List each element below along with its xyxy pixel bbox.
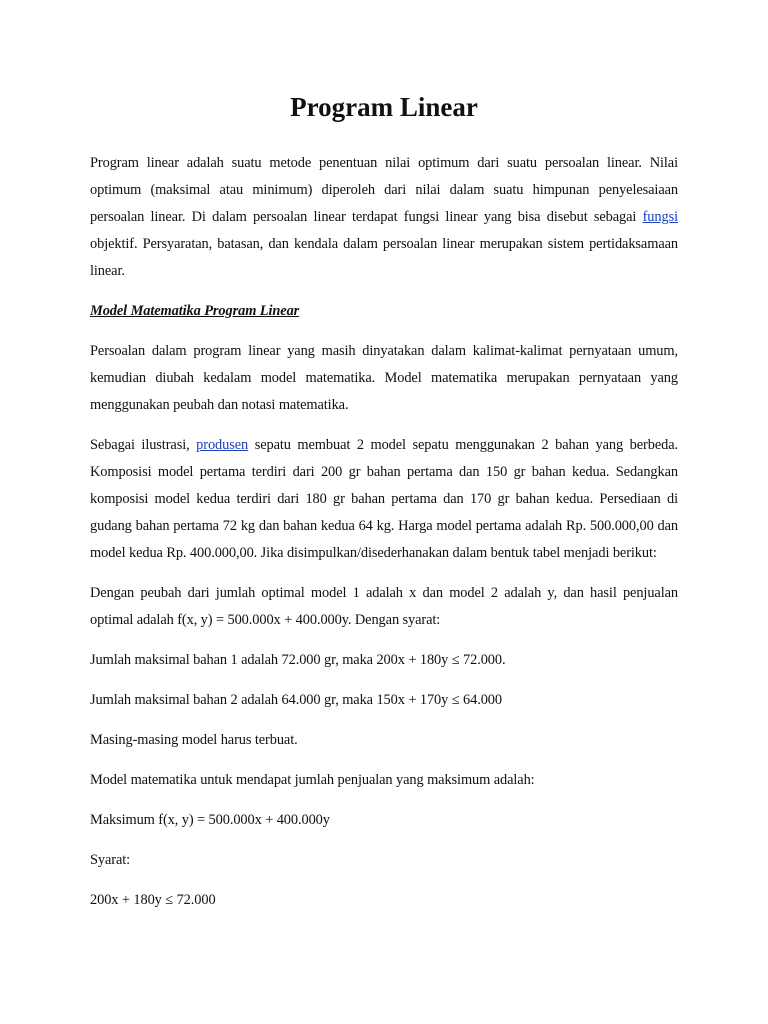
constraint-line-2: Jumlah maksimal bahan 2 adalah 64.000 gr, maka 150x + 170y ≤ 64.000 <box>90 692 502 708</box>
fungsi-link[interactable]: fungsi <box>642 209 678 225</box>
constraint-line-1: Jumlah maksimal bahan 1 adalah 72.000 gr, maka 200x + 180y ≤ 72.000. <box>90 652 506 668</box>
illustration-text-before: Sebagai ilustrasi, <box>90 437 197 453</box>
intro-paragraph <box>90 150 678 285</box>
section-heading <box>90 298 678 325</box>
intro-text-after: objektif. Persyaratan, batasan, dan kendala dalam persoalan linear merupakan sistem pertidaksamaan linear. <box>90 236 678 279</box>
page-title: Program Linear <box>290 92 478 122</box>
constraint-line-3: Masing-masing model harus terbuat. <box>90 732 298 748</box>
paragraph-model: Persoalan dalam program linear yang masih dinyatakan dalam kalimat-kalimat pernyataan umum, kemudian diubah kedalam model matematika. Model matematika merupakan pernyataan yang menggunakan peubah dan notasi matematika. <box>90 343 678 413</box>
objective-function: Maksimum f(x, y) = 500.000x + 400.000y <box>90 812 330 828</box>
document-body <box>90 150 678 914</box>
section-heading-text: Model Matematika Program Linear <box>90 303 300 319</box>
produsen-link[interactable]: produsen <box>196 437 249 453</box>
paragraph-variables: Dengan peubah dari jumlah optimal model 1 adalah x dan model 2 adalah y, dan hasil penjualan optimal adalah f(x, y) = 500.000x + 400.000y. Dengan syarat: <box>90 585 678 628</box>
intro-text-before: Program linear adalah suatu metode penentuan nilai optimum dari suatu persoalan linear. Nilai optimum (maksimal atau minimum) diperoleh dari nilai dalam suatu himpunan penyelesaiaan persoalan linear. Di dalam persoalan linear terdapat fungsi linear yang bisa disebut sebagai <box>90 155 678 225</box>
illustration-text-after: sepatu membuat 2 model sepatu menggunakan 2 bahan yang berbeda. Komposisi model pertama terdiri dari 200 gr bahan pertama dan 150 gr bahan kedua. Sedangkan komposisi model kedua terdiri dari 180 gr bahan pertama dan 170 gr bahan kedua. Persediaan di gudang bahan pertama 72 kg dan bahan kedua 64 kg. Harga model pertama adalah Rp. 500.000,00 dan model kedua Rp. 400.000,00. Jika disimpulkan/disederhanakan dalam bentuk tabel menjadi berikut: <box>90 437 678 561</box>
syarat-label: Syarat: <box>90 852 131 868</box>
constraint-equation-1: 200x + 180y ≤ 72.000 <box>90 892 216 908</box>
model-intro-line: Model matematika untuk mendapat jumlah penjualan yang maksimum adalah: <box>90 772 535 788</box>
paragraph-illustration <box>90 432 678 567</box>
